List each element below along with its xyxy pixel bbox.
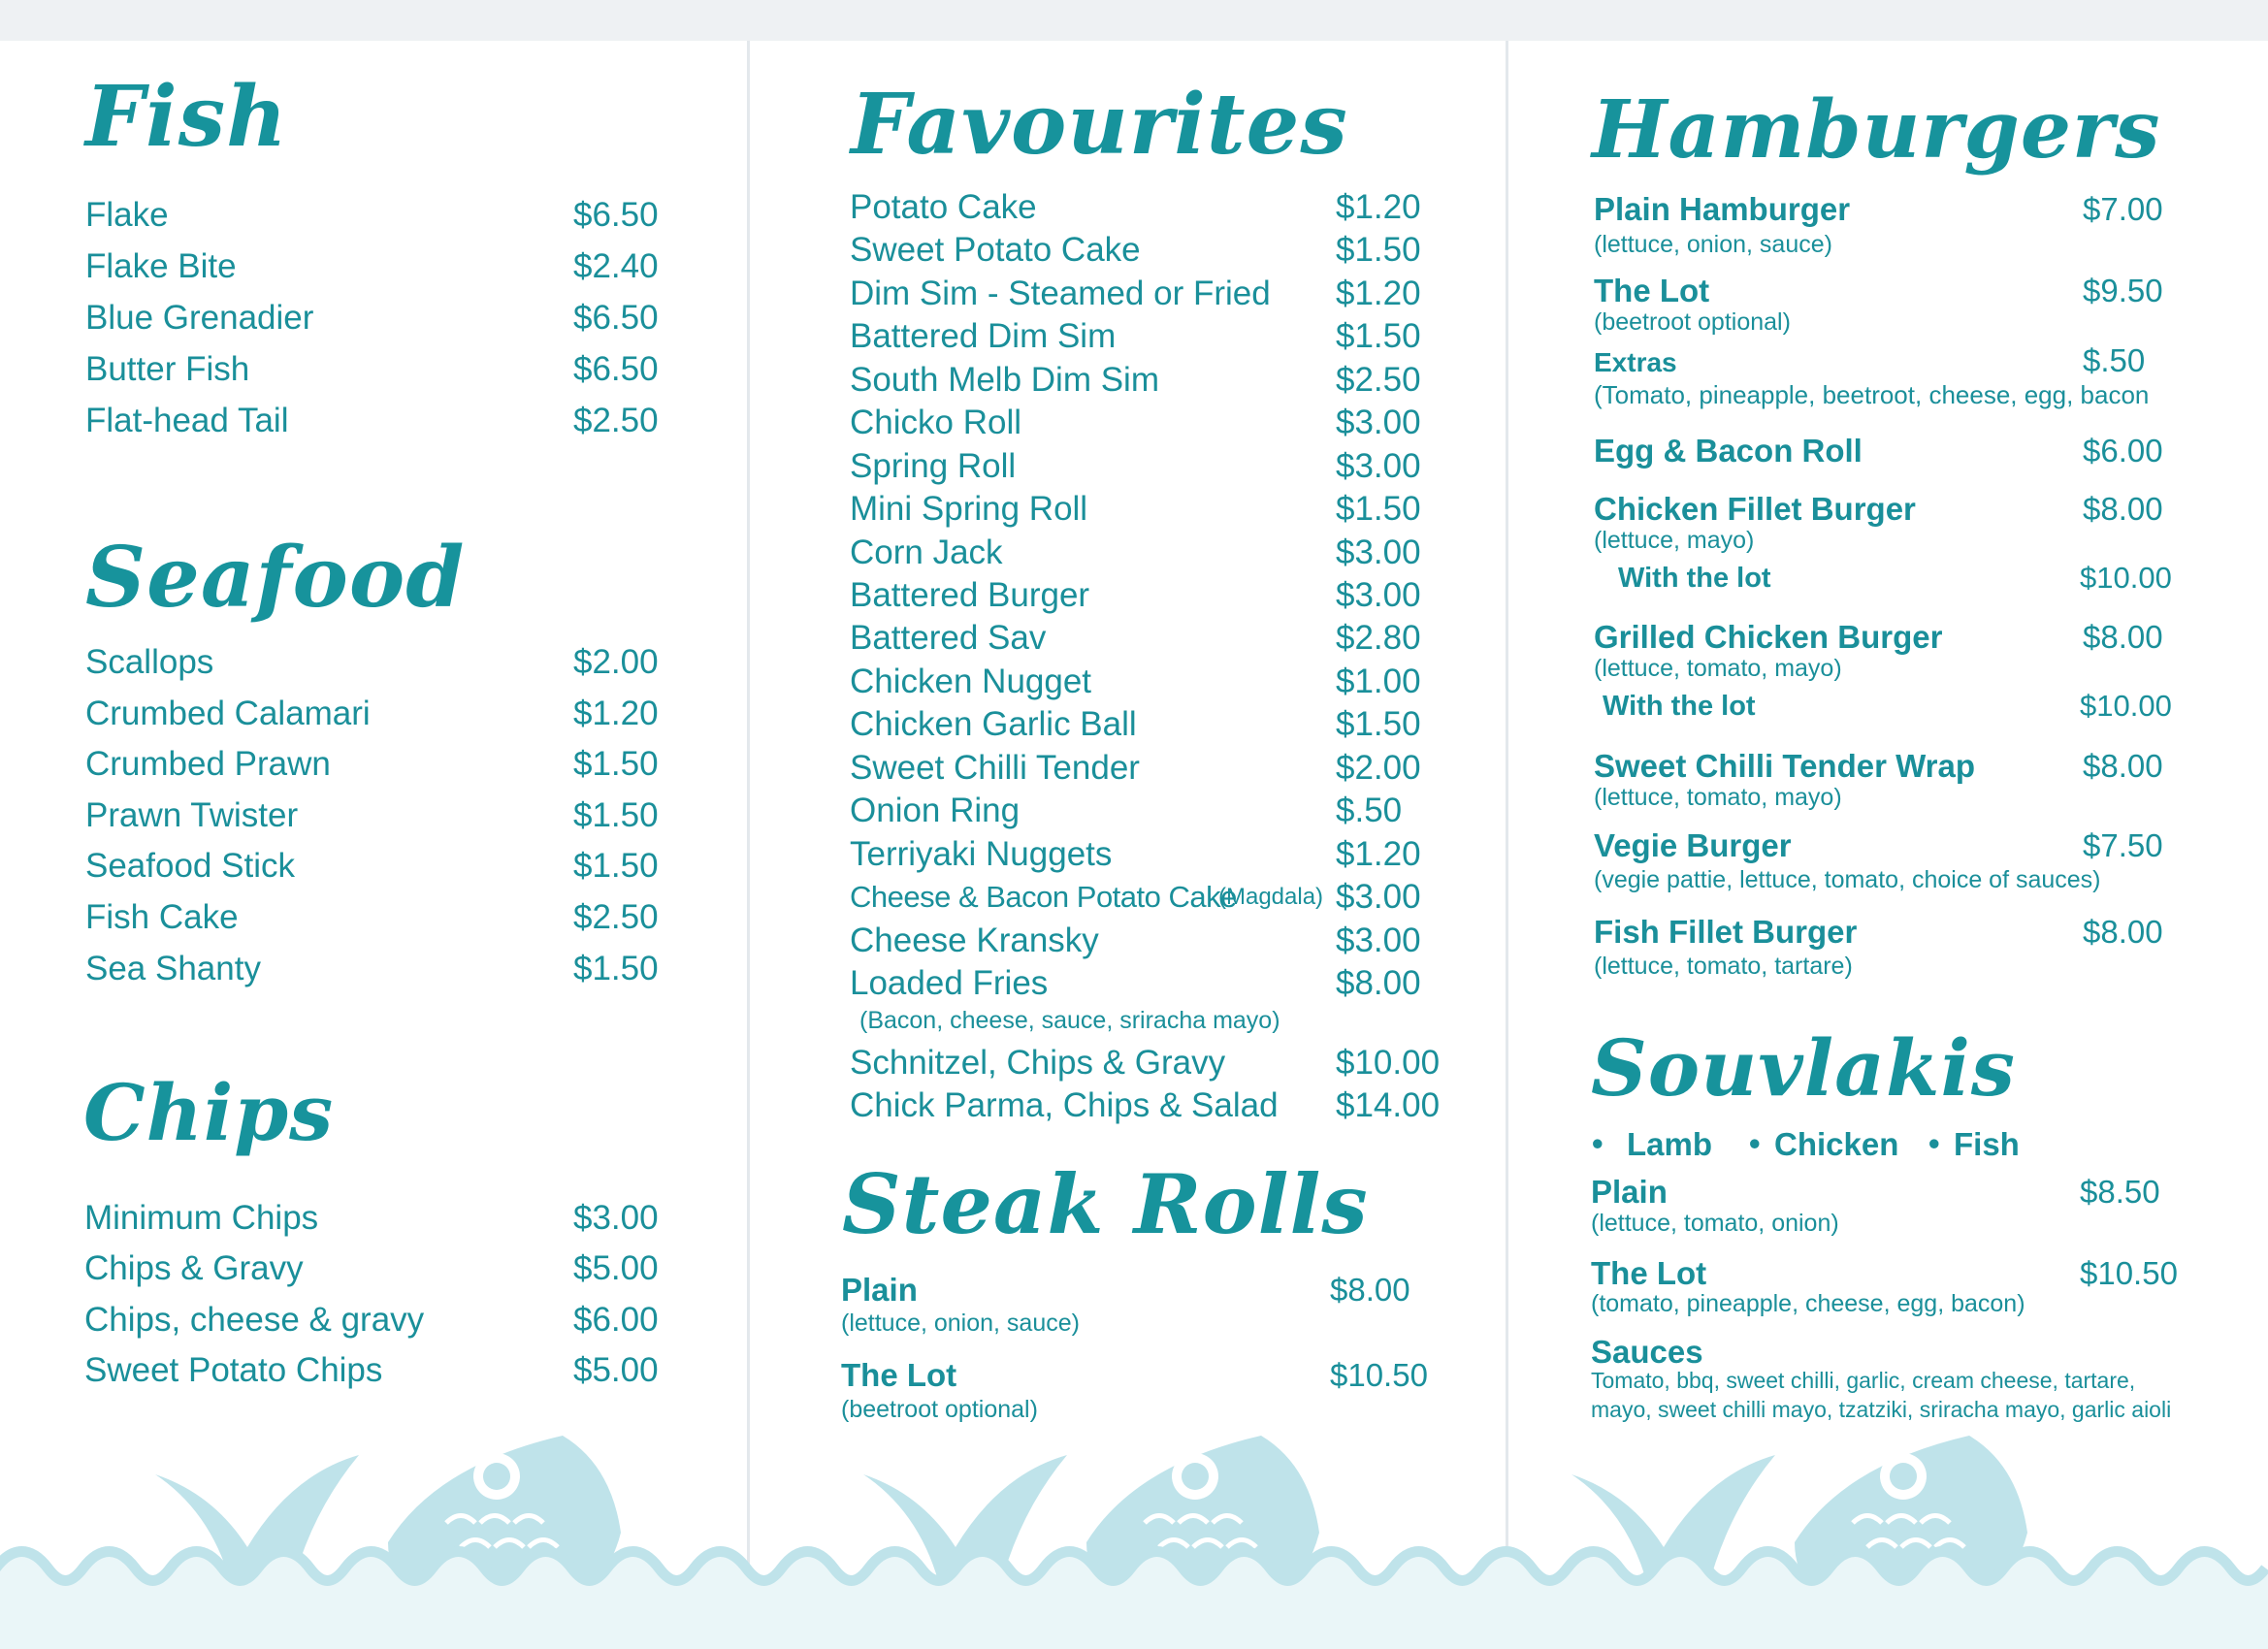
fold-line-right (1506, 41, 1508, 1649)
item-price: $9.50 (2083, 273, 2163, 308)
item-name: Flake Bite (85, 247, 237, 285)
item-description: (lettuce, tomato, tartare) (1594, 953, 1853, 980)
menu-item (85, 691, 667, 737)
item-price: $5.00 (573, 1249, 659, 1287)
menu-item (850, 701, 1451, 748)
item-name: Crumbed Prawn (85, 745, 331, 783)
menu-item (850, 1040, 1451, 1086)
fish-heading: Fish (85, 68, 288, 166)
item-description: (lettuce, tomato, onion) (1591, 1210, 1839, 1237)
item-name: Sweet Chilli Tender (850, 749, 1140, 787)
item-name: Cheese & Bacon Potato Cake (850, 880, 1237, 914)
item-price: $3.00 (1336, 878, 1421, 916)
item-name: Onion Ring (850, 792, 1021, 829)
item-name: Plain Hamburger (1594, 191, 1851, 227)
bullet-icon: • (1928, 1125, 1940, 1161)
menu-item (85, 192, 667, 239)
item-price: $3.00 (1336, 404, 1421, 441)
item-name: Loaded Fries (850, 964, 1049, 1002)
item-description: (lettuce, tomato, mayo) (1594, 655, 1842, 682)
item-price: $2.00 (1336, 749, 1421, 787)
item-name: The Lot (841, 1357, 957, 1393)
item-price: $2.80 (1336, 619, 1421, 657)
item-name: Chicken Garlic Ball (850, 705, 1137, 743)
item-description: (tomato, pineapple, cheese, egg, bacon) (1591, 1290, 2025, 1317)
item-name: Prawn Twister (85, 796, 299, 834)
item-name: Egg & Bacon Roll (1594, 433, 1863, 469)
item-price: $1.00 (1336, 663, 1421, 700)
item-name: Sweet Potato Cake (850, 231, 1141, 269)
item-name: Battered Dim Sim (850, 317, 1117, 355)
item-price: $1.50 (573, 847, 659, 885)
item-name: Chips, cheese & gravy (84, 1301, 425, 1339)
menu-item (85, 741, 667, 788)
item-price: $6.00 (2083, 433, 2163, 469)
item-price: $5.00 (573, 1351, 659, 1389)
item-name: Spring Roll (850, 447, 1017, 485)
item-name: Terriyaki Nuggets (850, 835, 1113, 873)
item-price: $10.00 (1336, 1044, 1441, 1082)
item-name: Chicken Nugget (850, 663, 1092, 700)
item-name: Fish Fillet Burger (1594, 914, 1858, 950)
item-description: (lettuce, tomato, mayo) (1594, 784, 1842, 811)
chips-heading: Chips (83, 1067, 335, 1158)
item-price: $1.50 (573, 950, 659, 987)
menu-item (850, 227, 1451, 274)
menu-item (850, 443, 1451, 490)
item-note: (Magdala) (1218, 884, 1324, 910)
with-the-lot-label: With the lot (1603, 691, 1756, 722)
menu-item (85, 639, 667, 686)
item-price: $1.50 (1336, 317, 1421, 355)
item-price: $8.00 (2083, 914, 2163, 950)
item-description: (Bacon, cheese, sauce, sriracha mayo) (859, 1007, 1280, 1034)
item-price: $7.00 (2083, 191, 2163, 227)
item-name: Fish Cake (85, 898, 239, 936)
scan-top-margin (0, 0, 2268, 41)
item-name: Sweet Chilli Tender Wrap (1594, 748, 1976, 784)
item-name: Plain (1591, 1174, 1668, 1210)
item-price: $10.00 (2080, 689, 2172, 723)
meat-option: Fish (1954, 1126, 2020, 1162)
item-description: (lettuce, onion, sauce) (1594, 231, 1832, 258)
item-price: $1.50 (573, 745, 659, 783)
menu-item (850, 831, 1451, 878)
item-price: $8.50 (2080, 1174, 2160, 1210)
item-name: Corn Jack (850, 534, 1003, 571)
item-price: $3.00 (573, 1199, 659, 1237)
item-name: Mini Spring Roll (850, 490, 1088, 528)
menu-item (850, 313, 1451, 360)
item-description: (lettuce, onion, sauce) (841, 1310, 1080, 1337)
item-name: Scallops (85, 643, 214, 681)
item-name: Sea Shanty (85, 950, 261, 987)
item-name: Crumbed Calamari (85, 695, 371, 732)
menu-item (850, 745, 1451, 792)
menu-item (850, 659, 1451, 705)
item-price: $.50 (1336, 792, 1403, 829)
item-price: $2.50 (573, 402, 659, 439)
item-price: $1.50 (573, 796, 659, 834)
item-price: $6.00 (573, 1301, 659, 1339)
item-name: Seafood Stick (85, 847, 295, 885)
menu-item (85, 243, 667, 290)
steak-rolls-heading: Steak Rolls (842, 1156, 1369, 1252)
item-name: The Lot (1591, 1255, 1707, 1291)
menu-item (850, 486, 1451, 533)
menu-item (85, 346, 667, 393)
item-price: $8.00 (2083, 748, 2163, 784)
seafood-heading: Seafood (85, 529, 466, 627)
item-name: Cheese Kransky (850, 922, 1099, 959)
bullet-icon: • (1749, 1125, 1761, 1161)
menu-item (85, 946, 667, 992)
menu-item (85, 295, 667, 341)
item-name: Extras (1594, 347, 1677, 377)
menu-item (85, 398, 667, 444)
item-price: $2.50 (1336, 361, 1421, 399)
item-name: Minimum Chips (84, 1199, 319, 1237)
item-price: $6.50 (573, 299, 659, 337)
menu-item (84, 1347, 666, 1394)
item-name: Chick Parma, Chips & Salad (850, 1086, 1279, 1124)
item-name: Chips & Gravy (84, 1249, 304, 1287)
item-name: The Lot (1594, 273, 1710, 308)
item-price: $1.20 (1336, 188, 1421, 226)
item-price: $1.20 (573, 695, 659, 732)
item-name: Flake (85, 196, 169, 234)
meat-option: Chicken (1774, 1126, 1899, 1162)
item-name: Dim Sim - Steamed or Fried (850, 275, 1271, 312)
menu-item (85, 843, 667, 889)
item-price: $3.00 (1336, 447, 1421, 485)
menu-item (85, 894, 667, 941)
with-the-lot-label: With the lot (1618, 563, 1771, 594)
item-price: $10.50 (1330, 1357, 1428, 1393)
item-name: Battered Burger (850, 576, 1090, 614)
menu-item (850, 960, 1451, 1007)
menu-item (850, 357, 1451, 404)
item-price: $6.50 (573, 350, 659, 388)
menu-item (84, 1245, 666, 1292)
item-price: $3.00 (1336, 576, 1421, 614)
item-price: $8.00 (1330, 1272, 1410, 1308)
menu-item (850, 572, 1451, 619)
souvlakis-heading: Souvlakis (1591, 1022, 2016, 1114)
favourites-heading: Favourites (851, 76, 1348, 174)
item-price: $1.20 (1336, 275, 1421, 312)
item-price: $2.50 (573, 898, 659, 936)
item-price: $2.40 (573, 247, 659, 285)
sauces-list-line: Tomato, bbq, sweet chilli, garlic, cream cheese, tartare, (1591, 1368, 2136, 1393)
menu-item (850, 1083, 1451, 1129)
item-name: Plain (841, 1272, 918, 1308)
menu-item (850, 788, 1451, 834)
item-price: $1.50 (1336, 490, 1421, 528)
item-name: Chicko Roll (850, 404, 1021, 441)
item-name: South Melb Dim Sim (850, 361, 1159, 399)
meat-option: Lamb (1627, 1126, 1713, 1162)
item-description: (Tomato, pineapple, beetroot, cheese, egg, bacon (1594, 380, 2150, 409)
menu-item (850, 271, 1451, 317)
menu-item (84, 1195, 666, 1242)
menu-item (85, 792, 667, 839)
wave-border (0, 1533, 2268, 1649)
item-name: Schnitzel, Chips & Gravy (850, 1044, 1226, 1082)
item-price: $7.50 (2083, 827, 2163, 863)
item-price: $8.00 (2083, 491, 2163, 527)
menu-item (84, 1297, 666, 1343)
item-name: Sweet Potato Chips (84, 1351, 383, 1389)
item-price: $10.50 (2080, 1255, 2178, 1291)
menu-item (850, 530, 1451, 576)
item-price: $1.50 (1336, 705, 1421, 743)
menu-item (850, 400, 1451, 446)
item-name: Chicken Fillet Burger (1594, 491, 1916, 527)
item-description: (vegie pattie, lettuce, tomato, choice of sauces) (1594, 866, 2101, 893)
sauces-title: Sauces (1591, 1334, 1703, 1370)
item-name: Grilled Chicken Burger (1594, 619, 1943, 655)
item-name: Potato Cake (850, 188, 1037, 226)
item-price: $.50 (2083, 342, 2146, 378)
item-name: Vegie Burger (1594, 827, 1792, 863)
hamburgers-heading: Hamburgers (1592, 83, 2161, 177)
item-description: (beetroot optional) (841, 1396, 1038, 1423)
menu-item (850, 918, 1451, 964)
fold-line-left (747, 41, 750, 1649)
item-name: Battered Sav (850, 619, 1047, 657)
item-price: $14.00 (1336, 1086, 1441, 1124)
item-description: (beetroot optional) (1594, 308, 1791, 336)
item-name: Flat-head Tail (85, 402, 289, 439)
item-price: $2.00 (573, 643, 659, 681)
item-price: $3.00 (1336, 922, 1421, 959)
item-price: $3.00 (1336, 534, 1421, 571)
sauces-list-line: mayo, sweet chilli mayo, tzatziki, sriracha mayo, garlic aioli (1591, 1397, 2172, 1422)
item-price: $8.00 (1336, 964, 1421, 1002)
menu-item (850, 874, 1451, 921)
item-name: Butter Fish (85, 350, 250, 388)
item-price: $10.00 (2080, 561, 2172, 595)
item-name: Blue Grenadier (85, 299, 314, 337)
item-price: $8.00 (2083, 619, 2163, 655)
item-description: (lettuce, mayo) (1594, 527, 1755, 554)
item-price: $1.20 (1336, 835, 1421, 873)
item-price: $1.50 (1336, 231, 1421, 269)
item-price: $6.50 (573, 196, 659, 234)
menu-item (850, 184, 1451, 231)
menu-item (850, 615, 1451, 662)
bullet-icon: • (1592, 1125, 1604, 1161)
